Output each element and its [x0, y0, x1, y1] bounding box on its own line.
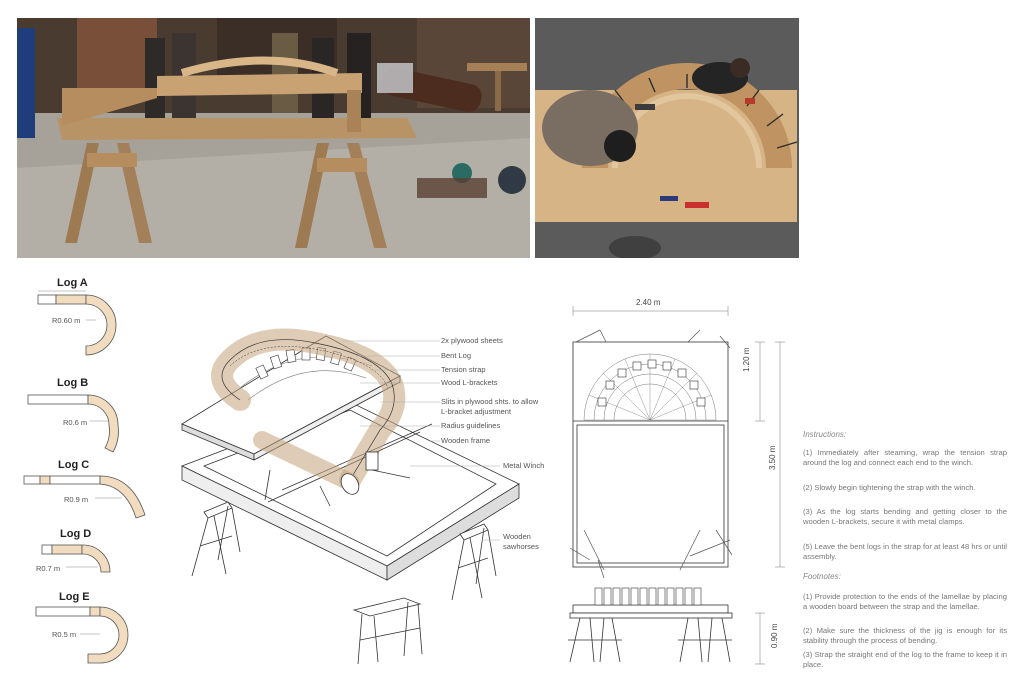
log-c-profile: [24, 476, 145, 518]
instruction-1: (1) Immediately after steaming, wrap the tension strap around the log and connect each end to the winch.: [803, 448, 1007, 467]
log-e-radius: R0.5 m: [52, 630, 77, 639]
log-d-title: Log D: [60, 528, 92, 540]
plan-view-drawing: [570, 306, 785, 578]
log-b-profile: [28, 395, 118, 452]
log-e-profile: [36, 607, 128, 663]
label-plywood-sheets: 2x plywood sheets: [441, 336, 503, 345]
footnote-3: (3) Strap the straight end of the log to the frame to keep it in place.: [803, 650, 1007, 669]
instruction-2: (2) Slowly begin tightening the strap with the winch.: [803, 483, 976, 492]
label-tension-strap: Tension strap: [441, 365, 486, 374]
label-slits-line2: L-bracket adjustment: [441, 407, 512, 416]
footnotes-title: Footnotes:: [803, 572, 841, 581]
log-c-title: Log C: [58, 459, 90, 471]
log-a-title: Log A: [57, 277, 88, 289]
instruction-5: (5) Leave the bent logs in the strap for at least 48 hrs or until assembly.: [803, 542, 1007, 561]
label-wooden-frame: Wooden frame: [441, 436, 491, 445]
instruction-3: (3) As the log starts bending and getting closer to the wooden L-brackets, secure it with metal clamps.: [803, 507, 1007, 526]
label-wooden-sawhorses-line2: sawhorses: [503, 542, 539, 551]
log-c-radius: R0.9 m: [64, 495, 89, 504]
sawhorse-left: [192, 502, 240, 576]
label-bent-log: Bent Log: [441, 351, 472, 360]
sawhorse-front: [354, 598, 422, 664]
label-wood-l-brackets: Wood L-brackets: [441, 378, 498, 387]
log-e-title: Log E: [59, 591, 90, 603]
dimension-elevation: 0.90 m: [770, 623, 779, 648]
log-d-radius: R0.7 m: [36, 564, 61, 573]
footnote-1: (1) Provide protection to the ends of the lamellae by placing a wooden board between the strap and the lamellae.: [803, 592, 1007, 611]
label-wooden-sawhorses-line1: Wooden: [503, 532, 531, 541]
footnote-2: (2) Make sure the thickness of the jig is enough for its stability through the process of bending.: [803, 626, 1007, 645]
dimension-height: 3.50 m: [768, 445, 777, 470]
dimension-width: 2.40 m: [636, 298, 661, 307]
log-d-profile: [42, 545, 110, 572]
label-radius-guidelines: Radius guidelines: [441, 421, 501, 430]
instructions-title: Instructions:: [803, 430, 847, 439]
label-slits-line1: Slits in plywood shts. to allow: [441, 397, 539, 406]
log-a-profile: [38, 291, 116, 355]
log-b-title: Log B: [57, 377, 89, 389]
log-a-radius: R0.60 m: [52, 316, 81, 325]
elevation-drawing: [568, 588, 765, 664]
log-b-radius: R0.6 m: [63, 418, 88, 427]
label-metal-winch: Metal Winch: [503, 461, 545, 470]
dimension-radius: 1.20 m: [742, 347, 751, 372]
